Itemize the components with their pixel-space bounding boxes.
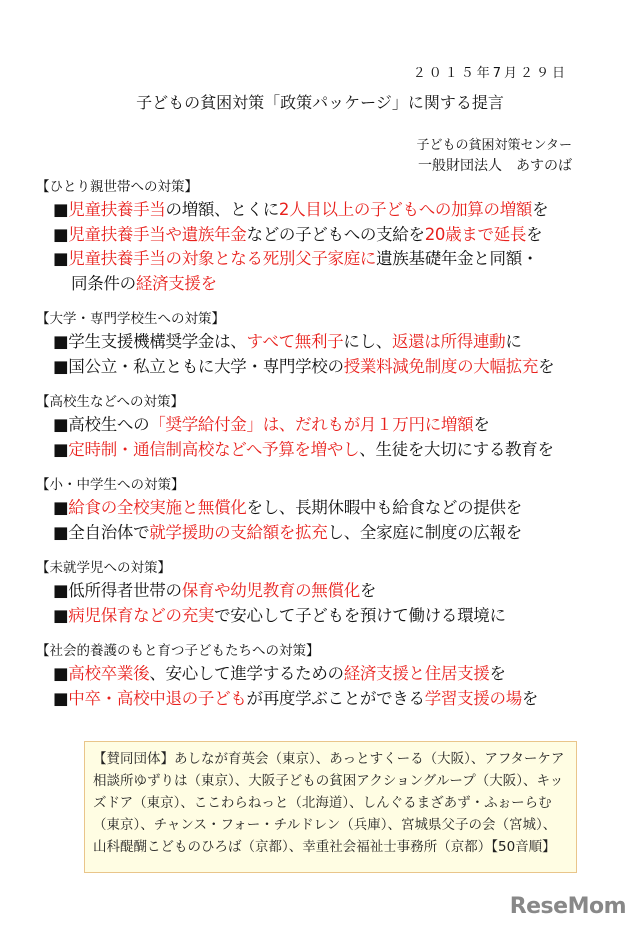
bullet-item [36,496,616,521]
section-heading: 【小・中学生への対策】 [36,477,185,493]
resemom-logo: ReseMom [509,894,626,919]
proposal-section [36,391,616,462]
section-heading: 【社会的養護のもと育つ子どもたちへの対策】 [36,643,320,659]
highlighted-text: 経済支援と住居支援 [343,664,490,683]
bullet-text: ■ [53,498,69,517]
section-heading: 【ひとり親世帯への対策】 [36,179,198,195]
bullet-text: ■低所得者世帯の [53,581,182,600]
highlighted-text: 授業料減免制度の大幅拡充 [343,356,539,376]
bullet-item [36,330,616,355]
bullet-text: ■ [53,249,69,268]
bullet-text: が再度学ぶことができる [246,688,425,708]
proposal-section [36,557,616,628]
highlighted-text: 病児保育などの充実 [68,605,215,625]
highlighted-text: 学習支援の場 [424,688,522,708]
bullet-text: ■ [53,200,69,219]
bullet-text: 、生徒を大切にする教育を [359,439,554,459]
section-heading: 【未就学児への対策】 [36,560,171,576]
bullet-text: にし、 [343,332,392,351]
bullet-text: ■ [53,688,69,708]
highlighted-text: 20歳まで延長 [424,224,527,244]
bullet-item [36,438,616,463]
highlighted-text: 児童扶養手当の対象となる死別父子家庭に [68,249,377,268]
proposal-sections [36,176,616,723]
bullet-text: を [521,688,539,708]
highlighted-text: 就学援助の支給額を拡充 [149,522,328,542]
proposal-section [36,176,616,296]
bullet-text: 遺族基礎年金と同額・ [376,249,539,268]
highlighted-text: 2人目以上の子どもへの加算の増額 [278,200,533,219]
bullet-text: ■ [53,224,69,244]
bullet-text: を [538,356,555,376]
proposal-section [36,308,616,379]
bullet-item [36,355,616,380]
bullet-text: などの子どもへの支給を [246,224,425,244]
bullet-text: を [473,415,490,434]
bullet-text: ■学生支援機構奨学金は、 [53,332,247,351]
bullet-text: を [532,200,549,219]
bullet-text: で安心して子どもを預けて働ける環境に [214,605,506,625]
document-date: ２０１５年7月２９日 [412,66,568,81]
org-legal-name: 一般財団法人 あすのば [418,158,572,174]
bullet-text: ■高校生への [53,415,150,434]
bullet-text: を [526,224,543,244]
org-name: 子どもの貧困対策センター [416,138,572,153]
highlighted-text: 給食の全校実施と無償化 [68,498,247,517]
highlighted-text: すべて無利子 [246,332,344,351]
bullet-item [36,687,616,712]
bullet-text: ■国公立・私立ともに大学・専門学校の [53,356,344,376]
bullet-text: ■ [53,439,69,459]
supporters-text: 【賛同団体】あしなが育英会（東京）、あっとすくーる（大阪）、アフターケア相談所ゆずりは（東京）、大阪子どもの貧困アクショングループ（大阪）、キッズドア（東京）、ここわらねっと（北海道）、しんぐるまざあず・ふぉーらむ（東京）、チャンス・フォー・チルドレン（兵庫）、宮城県父子の会（宮城）、山科醍醐こどものひろば（京都）、幸重社会福祉士事務所（京都）【50音順】 [93,751,565,855]
supporters-box [84,741,577,873]
bullet-item [36,413,616,438]
proposal-section [36,640,616,711]
bullet-text: ■全自治体で [53,522,150,542]
bullet-text: をし、長期休暇中も給食などの提供を [246,498,522,517]
bullet-item [36,223,616,248]
bullet-item [36,198,616,223]
highlighted-text: 経済支援 [135,273,201,293]
bullet-text: を [489,664,506,683]
highlighted-text: を [200,273,217,293]
highlighted-text: 返還は所得連動 [391,332,506,351]
proposal-section [36,474,616,545]
highlighted-text: 児童扶養手当 [68,200,166,219]
bullet-text: ■ [53,605,69,625]
bullet-text: 、安心して進学するための [149,664,344,683]
bullet-item [36,521,616,546]
bullet-item [36,579,616,604]
highlighted-text: 高校卒業後 [68,664,150,683]
section-heading: 【高校生などへの対策】 [36,394,184,410]
bullet-item [36,662,616,687]
bullet-item [36,604,616,629]
bullet-text: ■ [53,664,69,683]
highlighted-text: 保育や幼児教育の無償化 [181,581,360,600]
bullet-item [36,247,616,272]
section-heading: 【大学・専門学校生への対策】 [36,311,225,327]
bullet-text: 同条件の [71,273,136,293]
bullet-text: に [505,332,522,351]
bullet-item [36,272,616,297]
bullet-text: し、全家庭に制度の広報を [327,522,522,542]
highlighted-text: 定時制・通信制高校などへ予算を増やし [68,439,360,459]
highlighted-text: 中卒・高校中退の子ども [68,688,247,708]
highlighted-text: 「奨学給付金」は、だれもが月１万円に増額 [149,415,474,434]
bullet-text: を [359,581,377,600]
bullet-text: の増額、とくに [165,200,279,219]
document-title: 子どもの貧困対策「政策パッケージ」に関する提言 [136,93,504,112]
highlighted-text: 児童扶養手当や遺族年金 [68,224,247,244]
